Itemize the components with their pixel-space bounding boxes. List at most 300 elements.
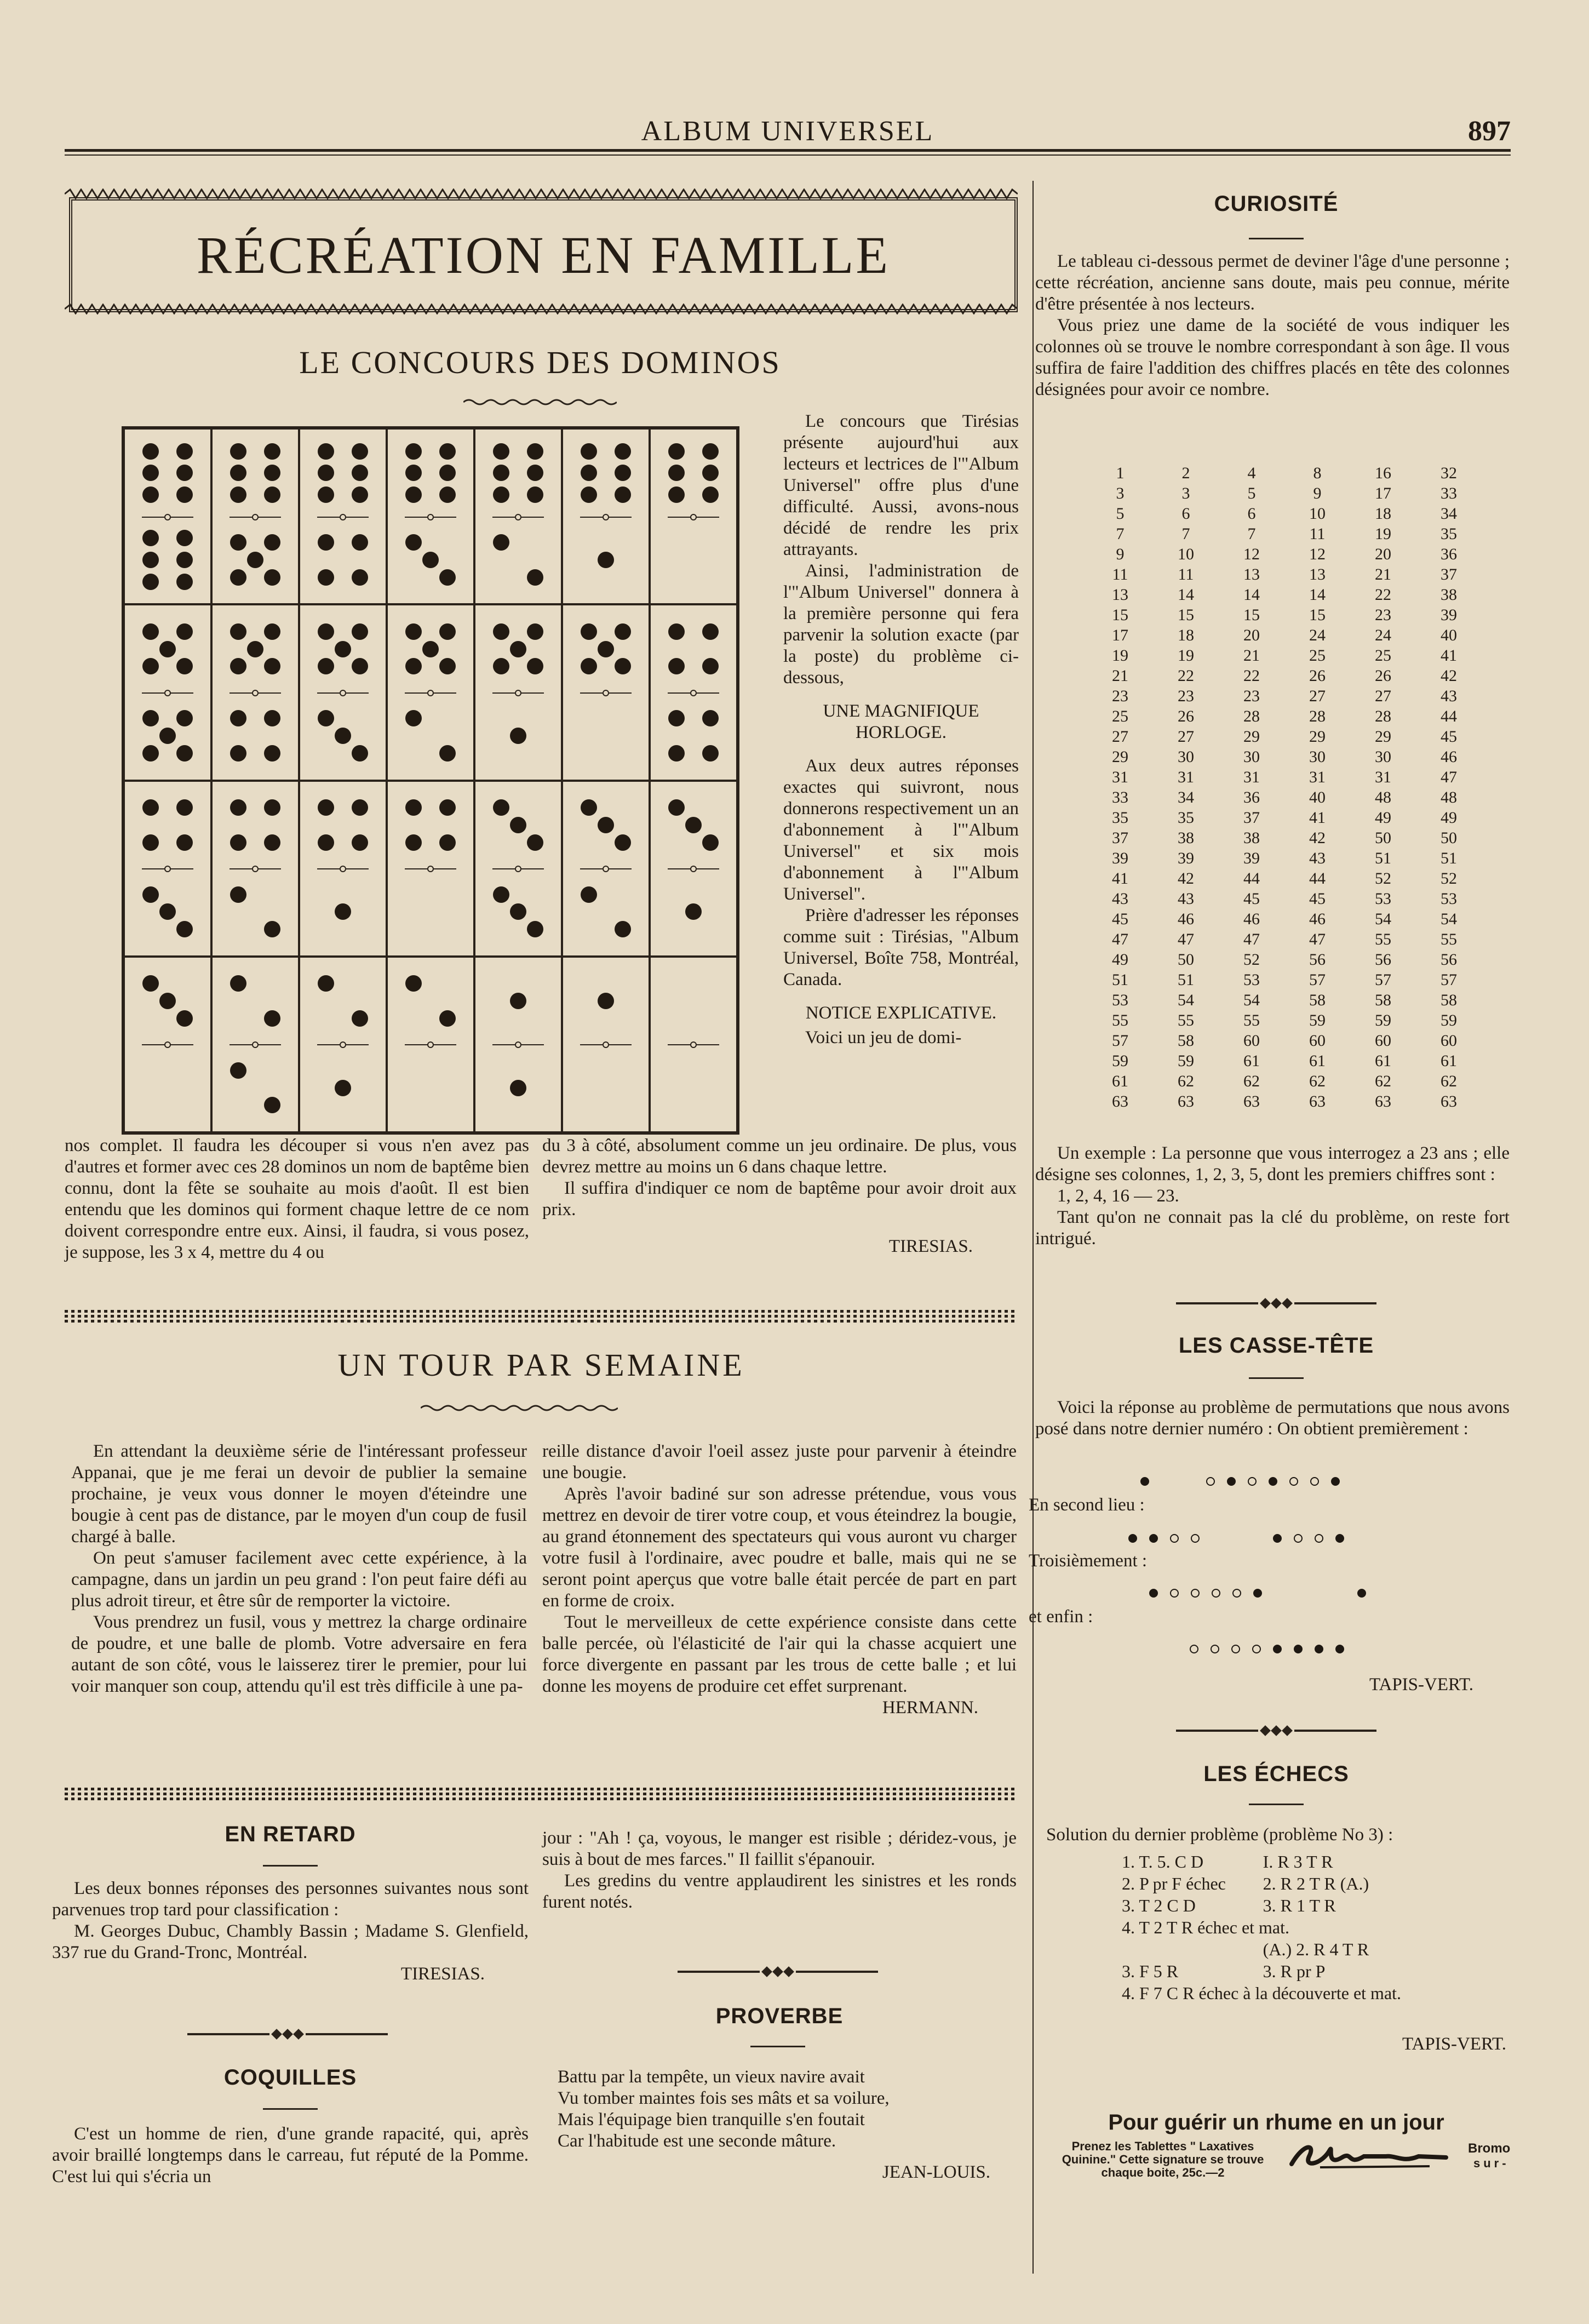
age-table bbox=[1087, 463, 1482, 1112]
paragraph: Tout le merveilleux de cette expérience consiste dans cette balle percée, où l'élasticité de l'air qui la chasse acquiert une force divergente en passant par les trous de cette balle ; et lui donne les moyens de produire cet effet surprenant. bbox=[542, 1612, 1017, 1696]
black-dot bbox=[1140, 1477, 1149, 1486]
table-cell: 25 bbox=[1112, 707, 1128, 725]
table-cell: 6 bbox=[1181, 505, 1190, 523]
table-cell: 22 bbox=[1243, 667, 1260, 685]
domino-pip bbox=[439, 465, 456, 481]
table-cell: 1 bbox=[1116, 464, 1125, 482]
domino-pip bbox=[264, 443, 280, 460]
domino-pip bbox=[264, 1097, 280, 1113]
table-cell: 63 bbox=[1178, 1092, 1194, 1111]
paragraph: Un exemple : La personne que vous interrogez a 23 ans ; elle désigne ses colonnes, 1, 2, 3, 5, dont les premiers chiffres sont : bbox=[1035, 1143, 1510, 1184]
tour-title: UN TOUR PAR SEMAINE bbox=[337, 1347, 745, 1383]
chess-move-row bbox=[1122, 1982, 1407, 2004]
table-row bbox=[1087, 503, 1482, 524]
table-cell: 63 bbox=[1441, 1092, 1457, 1111]
domino-pip bbox=[615, 623, 631, 640]
black-dot bbox=[1357, 1589, 1366, 1598]
casse-tete-title: LES CASSE-TÊTE bbox=[1178, 1333, 1374, 1358]
title-zigzag-top bbox=[65, 188, 1018, 199]
table-cell: 48 bbox=[1375, 788, 1391, 806]
table-cell: 60 bbox=[1309, 1032, 1326, 1050]
domino-pip bbox=[159, 993, 176, 1009]
domino-pip bbox=[405, 486, 422, 503]
white-dot bbox=[1212, 1589, 1220, 1598]
domino-pip bbox=[176, 745, 193, 762]
table-row bbox=[1087, 1010, 1482, 1031]
domino-pip bbox=[159, 641, 176, 657]
table-cell: 60 bbox=[1375, 1032, 1391, 1050]
domino-pip bbox=[405, 799, 422, 816]
domino bbox=[650, 957, 737, 1132]
black-dot bbox=[1269, 1477, 1277, 1486]
domino-pip bbox=[668, 710, 685, 726]
domino-pip bbox=[668, 443, 685, 460]
table-cell: 47 bbox=[1178, 930, 1194, 948]
domino-pip bbox=[493, 443, 509, 460]
domino-pip bbox=[142, 658, 159, 674]
black-dot bbox=[1128, 1534, 1137, 1543]
domino-pip bbox=[527, 658, 543, 674]
black-move: 2. R 2 T R (A.) bbox=[1263, 1874, 1369, 1893]
domino-pip bbox=[527, 623, 543, 640]
domino-pip bbox=[439, 834, 456, 851]
domino-pip bbox=[510, 993, 526, 1009]
domino-pip bbox=[685, 903, 702, 920]
table-cell: 26 bbox=[1375, 667, 1391, 685]
domino-pip bbox=[439, 799, 456, 816]
domino-pip bbox=[510, 1080, 526, 1096]
domino-pip bbox=[264, 834, 280, 851]
tour-right bbox=[542, 1441, 1017, 1719]
table-row bbox=[1087, 868, 1482, 889]
table-cell: 36 bbox=[1441, 545, 1457, 563]
black-dot bbox=[1335, 1534, 1344, 1543]
table-row bbox=[1087, 1051, 1482, 1071]
domino-pip bbox=[142, 552, 159, 568]
poem-line: Mais l'équipage bien tranquille s'en foutait bbox=[558, 2110, 865, 2130]
table-row bbox=[1087, 585, 1482, 605]
domino-pip bbox=[702, 443, 719, 460]
dominos-subtitle: LE CONCOURS DES DOMINOS bbox=[299, 345, 781, 380]
table-cell: 51 bbox=[1375, 849, 1391, 867]
white-dot bbox=[1248, 1477, 1257, 1486]
running-header bbox=[65, 115, 1511, 148]
table-cell: 25 bbox=[1309, 646, 1326, 665]
recreation-right-text bbox=[783, 411, 1019, 1049]
curiosite-text bbox=[1035, 251, 1510, 400]
table-cell: 36 bbox=[1243, 788, 1260, 806]
header-title: ALBUM UNIVERSEL bbox=[641, 116, 934, 147]
chess-move-row bbox=[1122, 1851, 1407, 1873]
domino-pip bbox=[176, 921, 193, 937]
table-cell: 40 bbox=[1441, 626, 1457, 644]
white-move bbox=[1122, 1938, 1263, 1960]
table-cell: 21 bbox=[1112, 667, 1128, 685]
domino-pip bbox=[352, 658, 368, 674]
table-row bbox=[1087, 726, 1482, 747]
table-cell: 22 bbox=[1178, 667, 1194, 685]
table-cell: 26 bbox=[1309, 667, 1326, 685]
coquilles-right bbox=[542, 1828, 1017, 1913]
table-row bbox=[1087, 889, 1482, 909]
title-rule bbox=[1249, 238, 1304, 239]
table-cell: 3 bbox=[1181, 484, 1190, 502]
paragraph: Ainsi, l'administration de l'"Album Universel" donnera à la première personne qui fera parvenir la solution exacte (par la poste) du problème ci-dessous, bbox=[783, 561, 1019, 688]
domino-pip bbox=[142, 975, 159, 992]
table-cell: 12 bbox=[1309, 545, 1326, 563]
white-move: 4. F 7 C R échec à la découverte et mat. bbox=[1122, 1983, 1402, 2003]
domino-pip bbox=[527, 834, 543, 851]
domino-pip bbox=[264, 623, 280, 640]
table-row bbox=[1087, 706, 1482, 726]
table-cell: 27 bbox=[1375, 687, 1391, 705]
domino-pip bbox=[405, 710, 422, 726]
domino-pip bbox=[615, 658, 631, 674]
header-rule bbox=[65, 149, 1511, 152]
coquilles-title: COQUILLES bbox=[223, 2065, 357, 2090]
table-row bbox=[1087, 1091, 1482, 1112]
domino bbox=[387, 604, 474, 780]
domino bbox=[299, 781, 387, 957]
table-cell: 52 bbox=[1243, 951, 1260, 969]
domino-pip bbox=[615, 443, 631, 460]
table-row bbox=[1087, 929, 1482, 949]
domino-pip bbox=[318, 486, 334, 503]
table-cell: 32 bbox=[1441, 464, 1457, 482]
table-cell: 45 bbox=[1441, 728, 1457, 746]
table-cell: 55 bbox=[1243, 1011, 1260, 1029]
signature: JEAN-LOUIS. bbox=[882, 2162, 990, 2182]
domino-pip bbox=[668, 745, 685, 762]
proverbe-title: PROVERBE bbox=[715, 2004, 844, 2028]
permutation-row-2 bbox=[1128, 1534, 1344, 1543]
retard-text bbox=[52, 1878, 529, 1985]
table-cell: 39 bbox=[1178, 849, 1194, 867]
table-cell: 42 bbox=[1441, 667, 1457, 685]
table-cell: 33 bbox=[1112, 788, 1128, 806]
domino-pip bbox=[159, 903, 176, 920]
table-cell: 10 bbox=[1309, 505, 1326, 523]
table-cell: 31 bbox=[1375, 768, 1391, 786]
table-cell: 56 bbox=[1309, 951, 1326, 969]
table-cell: 58 bbox=[1309, 991, 1326, 1009]
table-cell: 56 bbox=[1441, 951, 1457, 969]
table-cell: 23 bbox=[1178, 687, 1194, 705]
table-cell: 59 bbox=[1375, 1011, 1391, 1029]
permutation-row-1 bbox=[1140, 1477, 1340, 1486]
table-cell: 4 bbox=[1247, 464, 1256, 482]
white-dot bbox=[1232, 1589, 1241, 1598]
domino-pip bbox=[142, 623, 159, 640]
table-cell: 49 bbox=[1112, 951, 1128, 969]
table-cell: 57 bbox=[1112, 1032, 1128, 1050]
title-rule bbox=[750, 2046, 805, 2047]
domino-pip bbox=[230, 886, 246, 903]
table-cell: 51 bbox=[1178, 971, 1194, 989]
domino bbox=[474, 428, 562, 604]
black-dot bbox=[1273, 1534, 1282, 1543]
domino-pip bbox=[176, 552, 193, 568]
paragraph: nos complet. Il faudra les découper si vous n'en avez pas d'autres et former avec ces 28 dominos un nom de baptême bien connu, dont la fête se souhaite au mois d'août. Il est bien entendu que les dominos qui forment chaque lettre de ce nom doivent correspondre entre eux. Ainsi, il faudra, si vous posez, je suppose, les 3 x 4, mettre du 4 ou bbox=[65, 1136, 529, 1262]
paragraph: C'est un homme de rien, d'une grande rapacité, qui, après avoir braillé longtemps dans le carreau, fut réputé de la Pomme. C'est lui qui s'écria un bbox=[52, 2124, 529, 2186]
domino-pip bbox=[176, 658, 193, 674]
signature: TIRESIAS. bbox=[400, 1964, 485, 1984]
domino-pip bbox=[493, 465, 509, 481]
table-row bbox=[1087, 787, 1482, 808]
poem-line: Battu par la tempête, un vieux navire avait bbox=[558, 2067, 865, 2087]
paragraph: Vous priez une dame de la société de vous indiquer les colonnes où se trouve le nombre correspondant à son âge. Il vous suffira de faire l'addition des chiffres placés en tête des colonnes désignées pour avoir ce nombre. bbox=[1035, 316, 1510, 399]
domino-pip bbox=[176, 465, 193, 481]
domino-pip bbox=[493, 486, 509, 503]
domino-pip bbox=[598, 552, 614, 568]
white-dot bbox=[1294, 1534, 1303, 1543]
domino-pip bbox=[352, 1010, 368, 1027]
table-cell: 28 bbox=[1375, 707, 1391, 725]
black-dot bbox=[1149, 1589, 1158, 1598]
recreation-title-box bbox=[69, 197, 1018, 312]
domino-pip bbox=[527, 443, 543, 460]
table-cell: 16 bbox=[1375, 464, 1391, 482]
table-cell: 43 bbox=[1112, 890, 1128, 908]
table-cell: 62 bbox=[1441, 1072, 1457, 1090]
black-dot bbox=[1315, 1645, 1323, 1653]
domino bbox=[562, 428, 650, 604]
domino-pip bbox=[352, 799, 368, 816]
domino-pip bbox=[405, 534, 422, 551]
table-cell: 38 bbox=[1243, 829, 1260, 847]
table-cell: 49 bbox=[1441, 809, 1457, 827]
table-cell: 49 bbox=[1375, 809, 1391, 827]
table-cell: 14 bbox=[1243, 586, 1260, 604]
decorative-band bbox=[65, 1309, 1018, 1323]
table-cell: 46 bbox=[1309, 910, 1326, 928]
table-cell: 42 bbox=[1309, 829, 1326, 847]
domino-pip bbox=[264, 465, 280, 481]
table-cell: 29 bbox=[1243, 728, 1260, 746]
domino bbox=[211, 781, 299, 957]
paragraph: Après l'avoir badiné sur son adresse prétendue, vous vous mettrez en devoir de tirer votre coup, et vous éteindrez la bougie, au grand étonnement des spectateurs qui vous auront vu charger votre fusil à l'ordinaire, avec poudre et balle, mais qui ne se seront point aperçus que votre balle était percée de part en part en forme de croix. bbox=[542, 1484, 1017, 1611]
domino bbox=[474, 781, 562, 957]
chess-moves-table bbox=[1122, 1851, 1407, 2004]
domino-pip bbox=[230, 486, 246, 503]
domino-pip bbox=[527, 921, 543, 937]
domino-pip bbox=[598, 817, 614, 833]
table-cell: 7 bbox=[1181, 525, 1190, 543]
domino-pip bbox=[142, 465, 159, 481]
paragraph: En attendant la deuxième série de l'intéressant professeur Appanai, que je me ferai un devoir de publier la semaine prochaine, je veux vous donner le moyen d'éteindre une bougie à cent pas de distance, par le moyen d'un coup de fusil chargé à balle. bbox=[71, 1441, 527, 1547]
domino-pip bbox=[318, 799, 334, 816]
domino-pip bbox=[264, 745, 280, 762]
table-cell: 51 bbox=[1112, 971, 1128, 989]
domino-pip bbox=[615, 834, 631, 851]
domino-pip bbox=[615, 486, 631, 503]
paragraph: jour : "Ah ! ça, voyous, le manger est risible ; déridez-vous, je suis à bout de mes farces." Il faillit s'épanouir. bbox=[542, 1828, 1017, 1869]
domino-pip bbox=[318, 975, 334, 992]
table-cell: 11 bbox=[1309, 525, 1326, 543]
table-cell: 18 bbox=[1178, 626, 1194, 644]
ad-right-top: Bromo bbox=[1468, 2141, 1511, 2156]
title-rule bbox=[1249, 1377, 1304, 1379]
domino-pip bbox=[142, 486, 159, 503]
curiosite-example bbox=[1035, 1143, 1510, 1250]
title-rule bbox=[263, 2108, 318, 2110]
domino bbox=[474, 604, 562, 780]
black-dot bbox=[1149, 1534, 1158, 1543]
table-row bbox=[1087, 463, 1482, 483]
table-cell: 2 bbox=[1181, 464, 1190, 482]
table-row bbox=[1087, 828, 1482, 848]
echecs-title: LES ÉCHECS bbox=[1203, 1762, 1349, 1786]
domino-pip bbox=[318, 658, 334, 674]
table-cell: 9 bbox=[1116, 545, 1125, 563]
table-cell: 53 bbox=[1441, 890, 1457, 908]
title-rule bbox=[263, 1865, 318, 1867]
domino bbox=[124, 604, 211, 780]
table-cell: 44 bbox=[1309, 869, 1326, 888]
page-number: 897 bbox=[1468, 116, 1511, 147]
table-cell: 46 bbox=[1441, 748, 1457, 766]
age-table-wrap bbox=[1087, 463, 1482, 1112]
white-dot bbox=[1211, 1645, 1219, 1653]
table-cell: 54 bbox=[1441, 910, 1457, 928]
domino-pip bbox=[581, 623, 597, 640]
table-cell: 57 bbox=[1309, 971, 1326, 989]
domino-pip bbox=[352, 443, 368, 460]
domino-pip bbox=[230, 623, 246, 640]
table-cell: 39 bbox=[1441, 606, 1457, 624]
table-cell: 54 bbox=[1243, 991, 1260, 1009]
domino-pip bbox=[527, 486, 543, 503]
domino-pip bbox=[493, 658, 509, 674]
table-row bbox=[1087, 605, 1482, 625]
domino-pip bbox=[335, 641, 351, 657]
table-cell: 25 bbox=[1375, 646, 1391, 665]
table-row bbox=[1087, 686, 1482, 706]
table-cell: 62 bbox=[1309, 1072, 1326, 1090]
domino-pip bbox=[439, 1010, 456, 1027]
domino-pip bbox=[247, 552, 263, 568]
white-move: 2. P pr F échec bbox=[1122, 1874, 1226, 1893]
chess-move-row bbox=[1122, 1894, 1407, 1916]
white-dot bbox=[1191, 1589, 1200, 1598]
white-dot bbox=[1289, 1477, 1298, 1486]
domino-pip bbox=[264, 658, 280, 674]
table-cell: 45 bbox=[1112, 910, 1128, 928]
table-cell: 57 bbox=[1375, 971, 1391, 989]
domino-pip bbox=[352, 745, 368, 762]
paragraph: Aux deux autres réponses exactes qui suivront, nous donnerons respectivement un an d'abonnement à l'"Album Universel" et six mois d'abonnement à l'"Album Universel". bbox=[783, 756, 1019, 904]
domino-pip bbox=[176, 799, 193, 816]
chess-move-row bbox=[1122, 1873, 1407, 1894]
domino-pip bbox=[318, 443, 334, 460]
domino bbox=[562, 781, 650, 957]
domino-pip bbox=[493, 534, 509, 551]
signature: TAPIS-VERT. bbox=[1402, 2034, 1506, 2054]
permutation-row-4 bbox=[1190, 1645, 1344, 1653]
proverbe-poem bbox=[558, 2067, 1018, 2183]
table-cell: 47 bbox=[1112, 930, 1128, 948]
table-cell: 15 bbox=[1178, 606, 1194, 624]
table-cell: 41 bbox=[1112, 869, 1128, 888]
table-row bbox=[1087, 808, 1482, 828]
table-cell: 37 bbox=[1441, 565, 1457, 583]
paragraph: M. Georges Dubuc, Chambly Bassin ; Madame S. Glenfield, 337 rue du Grand-Tronc, Montréal. bbox=[52, 1921, 529, 1962]
table-row bbox=[1087, 747, 1482, 767]
table-cell: 39 bbox=[1112, 849, 1128, 867]
paragraph: Les deux bonnes réponses des personnes suivantes nous sont parvenues trop tard pour classification : bbox=[52, 1879, 529, 1920]
white-dot bbox=[1190, 1645, 1198, 1653]
signature-logo bbox=[1287, 2140, 1452, 2173]
domino-pip bbox=[615, 921, 631, 937]
paragraph: Le tableau ci-dessous permet de deviner l'âge d'une personne ; cette récréation, ancienne sans doute, mais peu connue, mérite d'être présentée à nos lecteurs. bbox=[1035, 251, 1510, 314]
table-cell: 59 bbox=[1112, 1052, 1128, 1070]
white-dot bbox=[1231, 1645, 1240, 1653]
table-cell: 5 bbox=[1116, 505, 1125, 523]
recreation-bottom-left bbox=[65, 1135, 529, 1263]
table-cell: 19 bbox=[1112, 646, 1128, 665]
table-cell: 30 bbox=[1243, 748, 1260, 766]
decorative-band bbox=[65, 1787, 1018, 1800]
domino-pip bbox=[318, 534, 334, 551]
table-cell: 12 bbox=[1243, 545, 1260, 563]
domino-pip bbox=[422, 552, 439, 568]
chess-move-row bbox=[1122, 1916, 1407, 1938]
domino-pip bbox=[230, 1062, 246, 1079]
subtitle-wave bbox=[463, 398, 617, 407]
table-cell: 33 bbox=[1441, 484, 1457, 502]
table-cell: 58 bbox=[1178, 1032, 1194, 1050]
domino-pip bbox=[527, 569, 543, 586]
domino-pip bbox=[405, 834, 422, 851]
domino-pip bbox=[335, 903, 351, 920]
table-cell: 62 bbox=[1243, 1072, 1260, 1090]
table-cell: 43 bbox=[1441, 687, 1457, 705]
table-cell: 61 bbox=[1309, 1052, 1326, 1070]
domino-pip bbox=[598, 641, 614, 657]
domino-pip bbox=[176, 530, 193, 546]
domino-pip bbox=[230, 834, 246, 851]
domino-pip bbox=[230, 465, 246, 481]
paragraph: Voici la réponse au problème de permutations que nous avons posé dans notre dernier numéro : On obtient premièrement : bbox=[1035, 1398, 1510, 1439]
domino bbox=[562, 957, 650, 1132]
curiosite-title: CURIOSITÉ bbox=[1214, 192, 1339, 216]
table-row bbox=[1087, 544, 1482, 564]
table-cell: 55 bbox=[1441, 930, 1457, 948]
black-dot bbox=[1335, 1645, 1344, 1653]
domino-pip bbox=[176, 623, 193, 640]
table-cell: 27 bbox=[1309, 687, 1326, 705]
domino bbox=[211, 428, 299, 604]
domino bbox=[650, 781, 737, 957]
table-cell: 17 bbox=[1375, 484, 1391, 502]
domino-pip bbox=[668, 465, 685, 481]
table-cell: 50 bbox=[1178, 951, 1194, 969]
recreation-title: RÉCRÉATION EN FAMILLE bbox=[196, 225, 891, 284]
white-dot bbox=[1252, 1645, 1261, 1653]
domino-pip bbox=[439, 745, 456, 762]
white-dot bbox=[1170, 1589, 1179, 1598]
table-row bbox=[1087, 970, 1482, 990]
domino-pip bbox=[510, 641, 526, 657]
domino-pip bbox=[352, 465, 368, 481]
table-cell: 31 bbox=[1309, 768, 1326, 786]
table-cell: 14 bbox=[1309, 586, 1326, 604]
table-cell: 43 bbox=[1178, 890, 1194, 908]
domino-pip bbox=[230, 534, 246, 551]
table-row bbox=[1087, 767, 1482, 787]
domino-pip bbox=[581, 465, 597, 481]
domino-pip bbox=[702, 486, 719, 503]
